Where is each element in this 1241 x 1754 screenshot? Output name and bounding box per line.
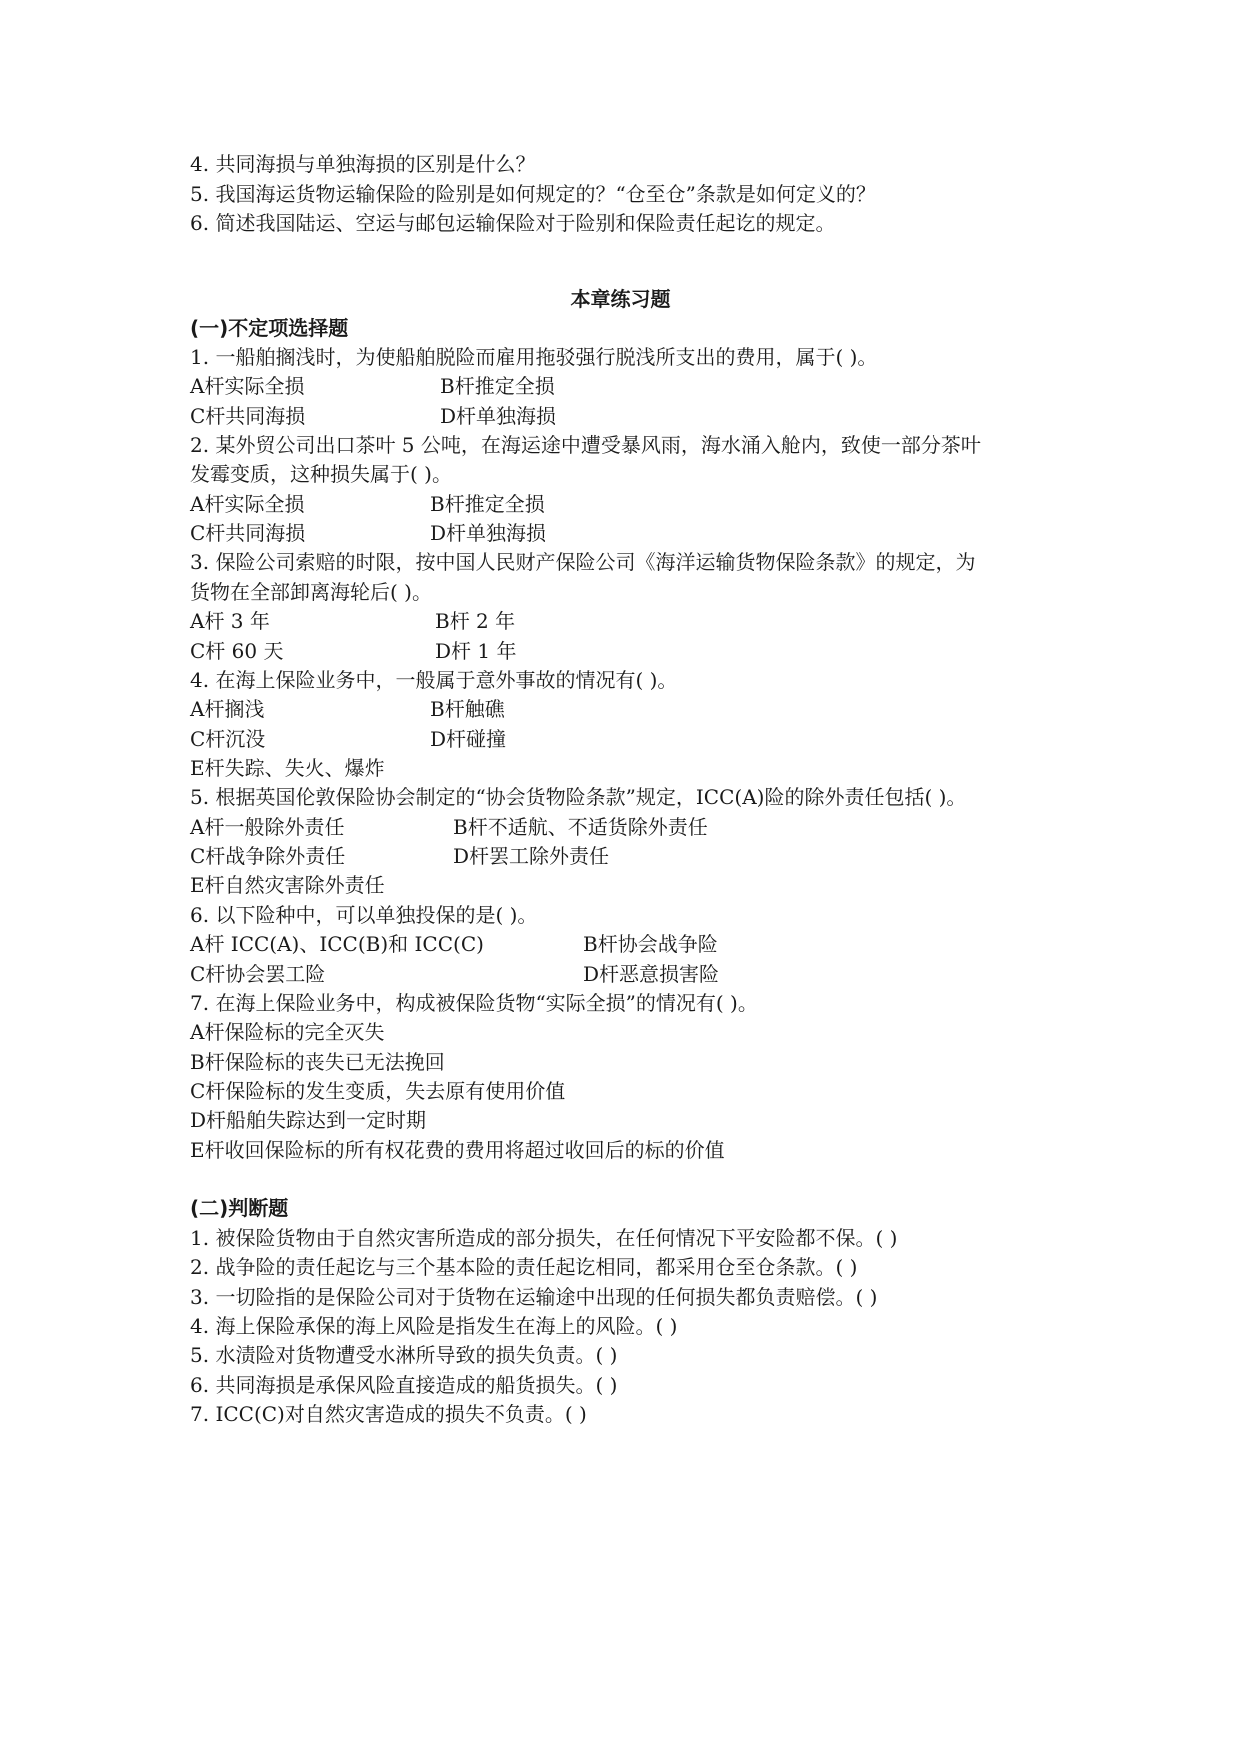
exercise-title: 本章练习题: [570, 287, 671, 311]
q2-option-b: B杆推定全损: [430, 492, 545, 516]
q2-stem-line1: 2. 某外贸公司出口茶叶 5 公吨，在海运途中遭受暴风雨，海水涌入舱内，致使一部分茶叶: [190, 433, 981, 457]
q5-stem: 5. 根据英国伦敦保险协会制定的“协会货物险条款”规定，ICC(A)险的除外责任包括( )。: [190, 785, 967, 809]
q7-option-d: D杆船舶失踪达到一定时期: [190, 1108, 427, 1132]
q3-option-c: C杆 60 天: [190, 639, 284, 663]
q6-option-c: C杆协会罢工险: [190, 962, 326, 986]
judgement-item-1: 1. 被保险货物由于自然灾害所造成的部分损失，在任何情况下平安险都不保。( ): [190, 1226, 898, 1250]
q2-stem-line2: 发霉变质，这种损失属于( )。: [190, 462, 452, 486]
q4-option-a: A杆搁浅: [190, 697, 265, 721]
q6-option-d: D杆恶意损害险: [583, 962, 720, 986]
q4-options-row1: [190, 693, 1090, 726]
q3-option-d: D杆 1 年: [435, 639, 517, 663]
section1-heading: (一)不定项选择题: [190, 316, 349, 340]
section2-heading: (二)判断题: [190, 1196, 289, 1220]
q1-options-row1: [190, 370, 1090, 403]
q6-option-b: B杆协会战争险: [583, 932, 718, 956]
q4-stem: 4. 在海上保险业务中，一般属于意外事故的情况有( )。: [190, 668, 678, 692]
judgement-item-2: 2. 战争险的责任起讫与三个基本险的责任起讫相同，都采用仓至仓条款。( ): [190, 1255, 858, 1279]
q4-option-d: D杆碰撞: [430, 727, 507, 751]
q1-stem: 1. 一船舶搁浅时，为使船舶脱险而雇用拖驳强行脱浅所支出的费用，属于( )。: [190, 345, 878, 369]
q5-option-e: E杆自然灾害除外责任: [190, 873, 385, 897]
q1-option-b: B杆推定全损: [440, 374, 555, 398]
q2-option-c: C杆共同海损: [190, 521, 306, 545]
q1-option-d: D杆单独海损: [440, 404, 557, 428]
review-question-6: 6. 简述我国陆运、空运与邮包运输保险对于险别和保险责任起讫的规定。: [190, 211, 836, 235]
q2-option-a: A杆实际全损: [190, 492, 305, 516]
q6-option-a: A杆 ICC(A)、ICC(B)和 ICC(C): [190, 932, 484, 956]
q4-option-e: E杆失踪、失火、爆炸: [190, 756, 385, 780]
q7-option-e: E杆收回保险标的所有权花费的费用将超过收回后的标的价值: [190, 1138, 725, 1162]
judgement-item-6: 6. 共同海损是承保风险直接造成的船货损失。( ): [190, 1373, 618, 1397]
q3-stem-line1: 3. 保险公司索赔的时限，按中国人民财产保险公司《海洋运输货物保险条款》的规定，为: [190, 550, 976, 574]
q6-stem: 6. 以下险种中，可以单独投保的是( )。: [190, 903, 538, 927]
judgement-item-7: 7. ICC(C)对自然灾害造成的损失不负责。( ): [190, 1402, 587, 1426]
q7-option-a: A杆保险标的完全灭失: [190, 1020, 385, 1044]
q1-option-c: C杆共同海损: [190, 404, 306, 428]
q7-stem: 7. 在海上保险业务中，构成被保险货物“实际全损”的情况有( )。: [190, 991, 758, 1015]
review-question-4: 4. 共同海损与单独海损的区别是什么？: [190, 152, 536, 176]
q3-options-row1: [190, 605, 1090, 638]
q3-option-b: B杆 2 年: [435, 609, 516, 633]
q4-option-b: B杆触礁: [430, 697, 505, 721]
review-question-5: 5. 我国海运货物运输保险的险别是如何规定的？“仓至仓”条款是如何定义的？: [190, 182, 876, 206]
q3-stem-line2: 货物在全部卸离海轮后( )。: [190, 580, 432, 604]
judgement-item-4: 4. 海上保险承保的海上风险是指发生在海上的风险。( ): [190, 1314, 678, 1338]
q5-option-a: A杆一般除外责任: [190, 815, 345, 839]
q2-option-d: D杆单独海损: [430, 521, 547, 545]
q7-option-b: B杆保险标的丧失已无法挽回: [190, 1050, 445, 1074]
q7-option-c: C杆保险标的发生变质，失去原有使用价值: [190, 1079, 566, 1103]
q3-option-a: A杆 3 年: [190, 609, 270, 633]
q1-option-a: A杆实际全损: [190, 374, 305, 398]
q6-options-row1: [190, 928, 1090, 961]
judgement-item-3: 3. 一切险指的是保险公司对于货物在运输途中出现的任何损失都负责赔偿。( ): [190, 1285, 878, 1309]
q4-option-c: C杆沉没: [190, 727, 266, 751]
q5-option-b: B杆不适航、不适货除外责任: [453, 815, 708, 839]
q5-option-d: D杆罢工除外责任: [453, 844, 610, 868]
q5-option-c: C杆战争除外责任: [190, 844, 346, 868]
judgement-item-5: 5. 水渍险对货物遭受水淋所导致的损失负责。( ): [190, 1343, 618, 1367]
